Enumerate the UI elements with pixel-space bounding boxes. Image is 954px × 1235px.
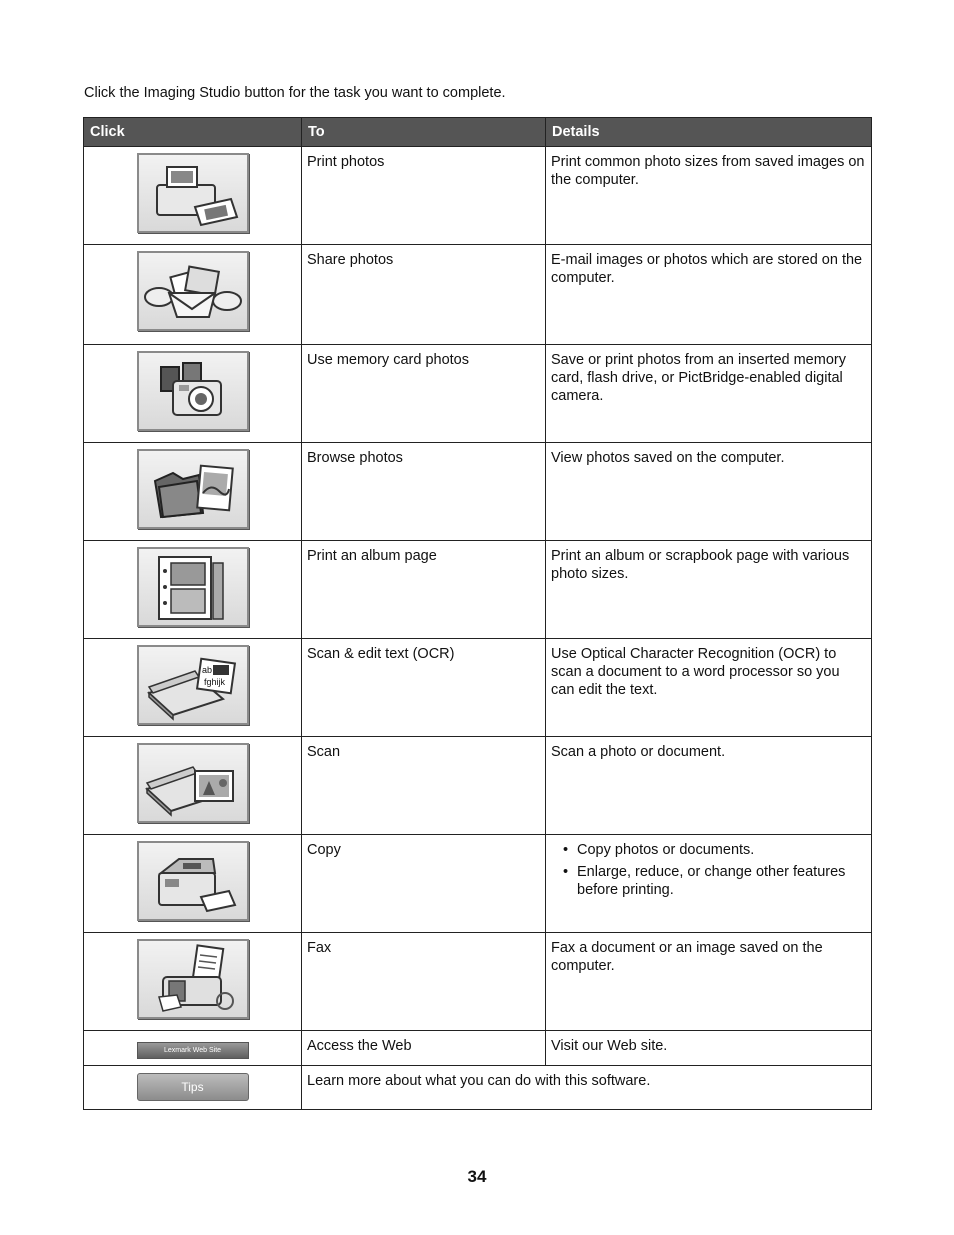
to-cell: Scan & edit text (OCR) xyxy=(302,639,546,737)
details-cell: Fax a document or an image saved on the computer. xyxy=(546,933,872,1031)
details-cell: Save or print photos from an inserted memory card, flash drive, or PictBridge-enabled digital camera. xyxy=(546,345,872,443)
svg-text:fghijk: fghijk xyxy=(203,677,225,687)
table-row xyxy=(84,1066,872,1110)
table-row xyxy=(84,541,872,639)
table-row xyxy=(84,245,872,345)
to-cell: Scan xyxy=(302,737,546,835)
to-cell: Print an album page xyxy=(302,541,546,639)
intro-text: Click the Imaging Studio button for the task you want to complete. xyxy=(84,85,506,101)
table-row xyxy=(84,639,872,737)
to-cell: Access the Web xyxy=(302,1031,546,1066)
svg-text:ab: ab xyxy=(201,665,212,675)
details-cell: Print common photo sizes from saved images on the computer. xyxy=(546,147,872,245)
list-item: • Copy photos or documents. xyxy=(577,841,866,859)
table-row xyxy=(84,1031,872,1066)
to-cell: Use memory card photos xyxy=(302,345,546,443)
web-site-button[interactable]: Lexmark Web Site xyxy=(137,1042,249,1059)
details-cell: View photos saved on the computer. xyxy=(546,443,872,541)
imaging-studio-table xyxy=(83,117,872,1110)
table-row xyxy=(84,443,872,541)
header-details: Details xyxy=(546,118,872,147)
page-number: 34 xyxy=(467,1167,487,1186)
album-page-icon[interactable] xyxy=(137,547,249,627)
scanner-ocr-icon[interactable] xyxy=(137,645,249,725)
to-cell: Copy xyxy=(302,835,546,933)
memory-card-camera-icon[interactable] xyxy=(137,351,249,431)
header-to: To xyxy=(302,118,546,147)
details-cell: Use Optical Character Recognition (OCR) to scan a document to a word processor so you can edit the text. xyxy=(546,639,872,737)
list-item: • Enlarge, reduce, or change other features before printing. xyxy=(577,863,866,899)
to-cell: Fax xyxy=(302,933,546,1031)
table-row xyxy=(84,345,872,443)
details-bullet-list xyxy=(551,841,866,899)
details-cell xyxy=(546,835,872,933)
table-row xyxy=(84,147,872,245)
table-row xyxy=(84,835,872,933)
table-row xyxy=(84,737,872,835)
share-photos-icon[interactable] xyxy=(137,251,249,331)
table-header-row xyxy=(84,118,872,147)
tips-button[interactable]: Tips xyxy=(137,1073,249,1101)
table-row xyxy=(84,933,872,1031)
copier-icon[interactable] xyxy=(137,841,249,921)
to-cell: Learn more about what you can do with this software. xyxy=(302,1066,872,1110)
to-cell: Share photos xyxy=(302,245,546,345)
details-cell: Visit our Web site. xyxy=(546,1031,872,1066)
details-cell: E-mail images or photos which are stored on the computer. xyxy=(546,245,872,345)
header-click: Click xyxy=(84,118,302,147)
folder-photo-icon[interactable] xyxy=(137,449,249,529)
details-cell: Scan a photo or document. xyxy=(546,737,872,835)
to-cell: Browse photos xyxy=(302,443,546,541)
details-cell: Print an album or scrapbook page with various photo sizes. xyxy=(546,541,872,639)
to-cell: Print photos xyxy=(302,147,546,245)
scanner-photo-icon[interactable] xyxy=(137,743,249,823)
fax-icon[interactable] xyxy=(137,939,249,1019)
printer-photo-icon[interactable] xyxy=(137,153,249,233)
